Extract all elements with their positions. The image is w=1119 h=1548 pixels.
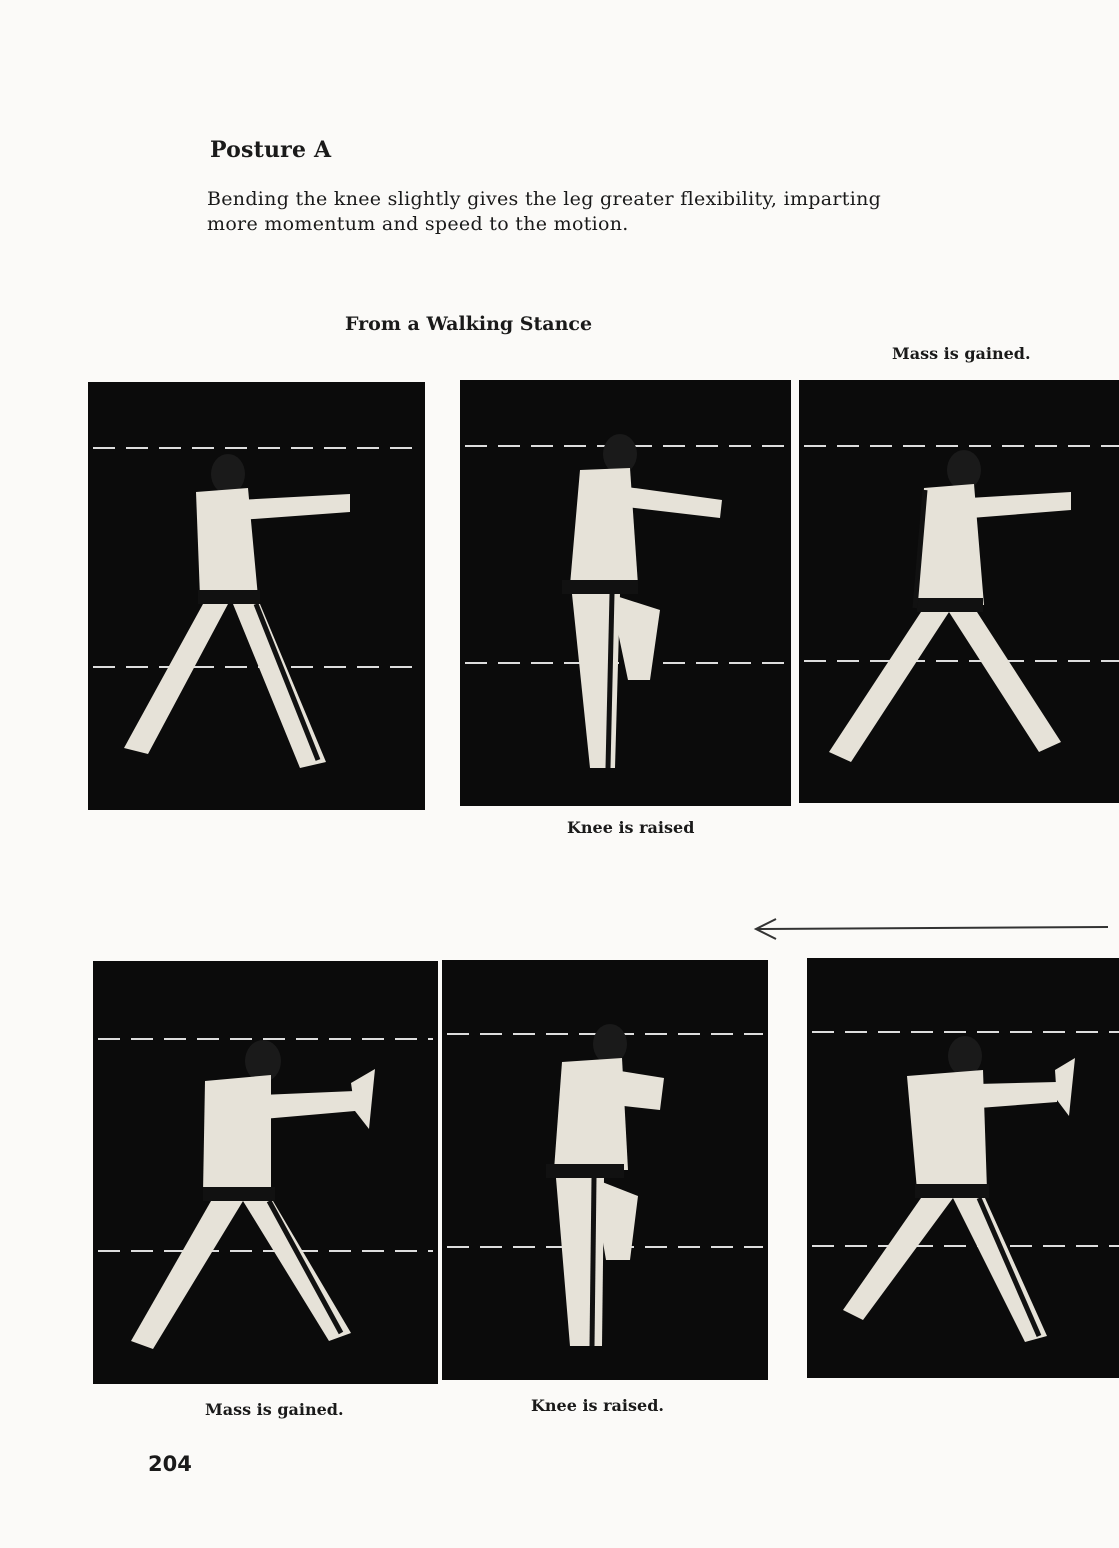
page-number: 204 <box>148 1452 192 1476</box>
photo-bottom-3 <box>807 958 1119 1378</box>
description-line-1: Bending the knee slightly gives the leg greater flexibility, imparting <box>207 188 882 210</box>
photo-top-2-figure <box>460 380 791 806</box>
photo-top-1-figure <box>88 382 425 810</box>
caption-top-right: Mass is gained. <box>892 344 1031 363</box>
photo-top-2 <box>460 380 791 806</box>
photo-top-3-figure <box>799 380 1119 803</box>
caption-bottom-left: Mass is gained. <box>205 1400 344 1419</box>
description <box>207 187 967 237</box>
caption-bottom-middle: Knee is raised. <box>531 1396 664 1415</box>
photo-bottom-3-figure <box>807 958 1119 1378</box>
section-subheading: From a Walking Stance <box>345 313 593 335</box>
photo-bottom-2-figure <box>442 960 768 1380</box>
left-arrow-icon <box>752 915 1110 943</box>
photo-top-1 <box>88 382 425 810</box>
description-line-2: more momentum and speed to the motion. <box>207 213 629 235</box>
page-title: Posture A <box>210 137 332 163</box>
photo-top-3 <box>799 380 1119 803</box>
photo-bottom-1 <box>93 961 438 1384</box>
photo-bottom-2 <box>442 960 768 1380</box>
caption-top-middle: Knee is raised <box>567 818 695 837</box>
photo-bottom-1-figure <box>93 961 438 1384</box>
